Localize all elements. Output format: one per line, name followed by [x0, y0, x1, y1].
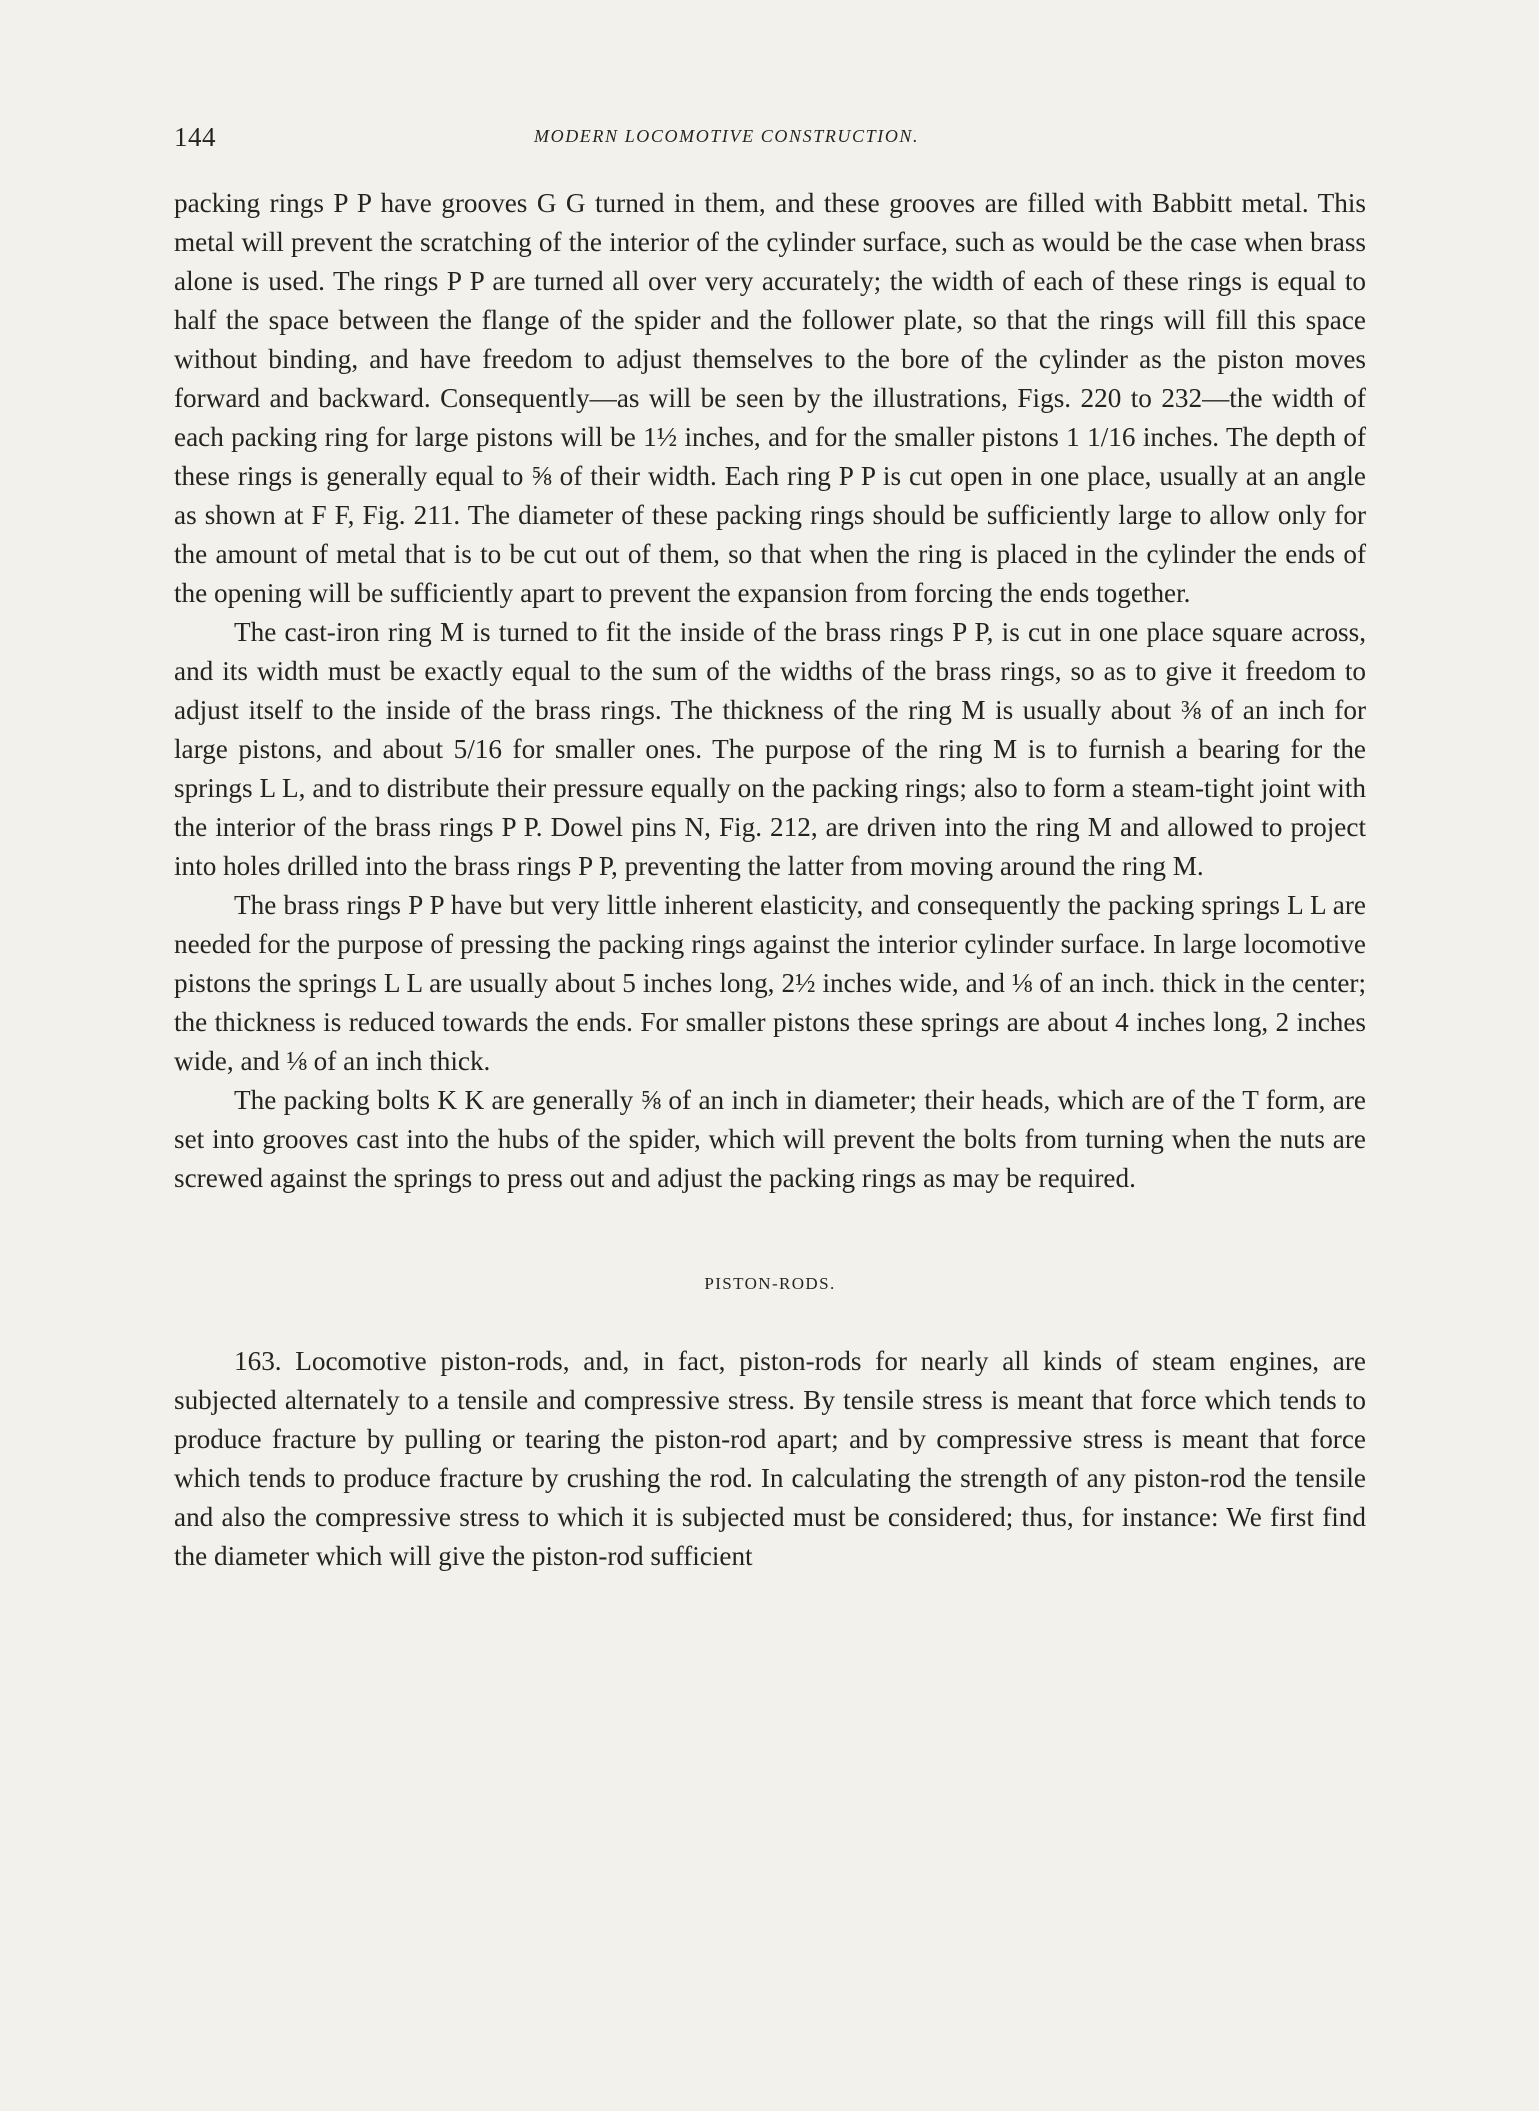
page-header [174, 122, 1366, 162]
body-text [174, 184, 1366, 1576]
running-title: MODERN LOCOMOTIVE CONSTRUCTION. [534, 126, 920, 146]
paragraph-packing-bolts: The packing bolts K K are generally ⅝ of an inch in diameter; their heads, which are of the T form, are set into grooves cast into the hubs of the spider, which will prevent the bolts from turning when the nuts are screwed against the springs to press out and adjust the packing rings as may be required. [174, 1085, 1366, 1193]
paragraph-cast-iron-ring: The cast-iron ring M is turned to fit the inside of the brass rings P P, is cut in one place square across, and its width must be exactly equal to the sum of the widths of the brass rings, so as to give it freedom to adjust itself to the inside of the brass rings. The thickness of the ring M is usually about ⅜ of an inch for large pistons, and about 5/16 for smaller ones. The purpose of the ring M is to furnish a bearing for the springs L L, and to distribute their pressure equally on the packing rings; also to form a steam-tight joint with the interior of the brass rings P P. Dowel pins N, Fig. 212, are driven into the ring M and allowed to project into holes drilled into the brass rings P P, preventing the latter from moving around the ring M. [174, 617, 1366, 881]
page-number: 144 [174, 122, 216, 152]
section-heading-piston-rods: PISTON-RODS. [704, 1274, 836, 1293]
paragraph-packing-springs: The brass rings P P have but very little inherent elasticity, and consequently the packing springs L L are needed for the purpose of pressing the packing rings against the interior cylinder surface. In large locomotive pistons the springs L L are usually about 5 inches long, 2½ inches wide, and ⅛ of an inch. thick in the center; the thickness is reduced towards the ends. For smaller pistons these springs are about 4 inches long, 2 inches wide, and ⅛ of an inch thick. [174, 890, 1366, 1076]
paragraph-packing-rings-continued: packing rings P P have grooves G G turned in them, and these grooves are filled with Babbitt metal. This metal will prevent the scratching of the interior of the cylinder surface, such as would be the case when brass alone is used. The rings P P are turned all over very accurately; the width of each of these rings is equal to half the space between the flange of the spider and the follower plate, so that the rings will fill this space without binding, and have freedom to adjust themselves to the bore of the cylinder as the piston moves forward and backward. Consequently—as will be seen by the illustrations, Figs. 220 to 232—the width of each packing ring for large pistons will be 1½ inches, and for the smaller pistons 1 1/16 inches. The depth of these rings is generally equal to ⅝ of their width. Each ring P P is cut open in one place, usually at an angle as shown at F F, Fig. 211. The diameter of these packing rings should be sufficiently large to allow only for the amount of metal that is to be cut out of them, so that when the ring is placed in the cylinder the ends of the opening will be sufficiently apart to prevent the expansion from forcing the ends together. [174, 188, 1366, 608]
paragraph-163-piston-rods: 163. Locomotive piston-rods, and, in fact, piston-rods for nearly all kinds of steam engines, are subjected alternately to a tensile and compressive stress. By tensile stress is meant that force which tends to produce fracture by pulling or tearing the piston-rod apart; and by compressive stress is meant that force which tends to produce fracture by crushing the rod. In calculating the strength of any piston-rod the tensile and also the compressive stress to which it is subjected must be considered; thus, for instance: We first find the diameter which will give the piston-rod sufficient [174, 1346, 1366, 1571]
